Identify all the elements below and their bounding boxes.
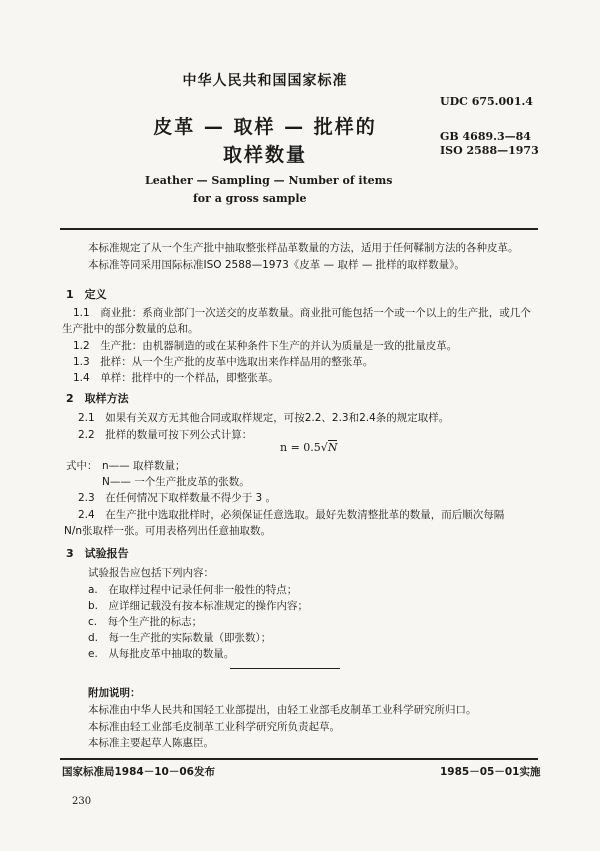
def-1-3-num: 1.3 <box>73 356 90 368</box>
section-3-heading: 3 试验报告 <box>66 547 129 560</box>
section-2-heading: 2 取样方法 <box>66 392 129 405</box>
def-1-2-text: 生产批：由机器制造的或在某种条件下生产的并认为质量是一致的批量皮革。 <box>100 340 458 352</box>
effective-date: 1985－05－01实施 <box>440 766 541 778</box>
report-item-d-letter: d. <box>88 632 99 644</box>
def-1-2 <box>73 338 457 354</box>
method-2-4 <box>78 507 504 523</box>
def-1-1-cont: 生产批中的部分数量的总和。 <box>62 323 199 335</box>
english-title-line-1: Leather — Sampling — Number of items <box>145 174 393 187</box>
title-line-1: 皮革 — 取样 — 批样的 <box>153 116 377 138</box>
header-divider <box>60 228 538 230</box>
notes-divider <box>230 668 340 669</box>
report-item-b-letter: b. <box>88 600 99 612</box>
def-1-1 <box>73 305 531 321</box>
def-1-4-num: 1.4 <box>73 372 90 384</box>
title-line-2: 取样数量 <box>222 144 307 166</box>
def-1-4-text: 单样：批样中的一个样品，即整张革。 <box>100 372 279 384</box>
def-1-3-text: 批样：从一个生产批的皮革中选取出来作样品用的整张革。 <box>100 356 374 368</box>
def-1-2-num: 1.2 <box>73 340 90 352</box>
where-label: 式中： <box>66 460 98 472</box>
notes-line-1: 本标准由中华人民共和国轻工业部提出，由轻工业部毛皮制革工业科学研究所归口。 <box>88 704 477 716</box>
method-2-2-text: 批样的数量可按下列公式计算： <box>105 429 253 441</box>
udc-code: UDC 675.001.4 <box>440 95 533 108</box>
report-item-b-text: 应详细记载没有按本标准规定的操作内容； <box>108 600 309 612</box>
where-n: n—— 取样数量； <box>102 460 186 472</box>
def-1-1-text: 商业批：系商业部门一次送交的皮革数量。商业批可能包括一个或一个以上的生产批，或几个 <box>100 307 531 319</box>
method-2-2-num: 2.2 <box>78 429 95 441</box>
def-1-4 <box>73 370 279 386</box>
report-item-e-letter: e. <box>88 648 98 660</box>
method-2-2 <box>78 427 252 443</box>
report-item-c-letter: c. <box>88 616 98 628</box>
report-item-c <box>88 614 202 630</box>
document-title <box>145 113 385 169</box>
issue-date: 国家标准局1984－10－06发布 <box>62 766 215 778</box>
method-2-3-num: 2.3 <box>78 492 95 504</box>
report-item-a-letter: a. <box>88 584 98 596</box>
english-title-line-2: for a gross sample <box>193 192 307 205</box>
sqrt-symbol-icon: √ <box>320 441 328 454</box>
report-item-d <box>88 630 271 646</box>
method-2-1 <box>78 410 449 426</box>
standard-title: 中华人民共和国国家标准 <box>182 73 348 89</box>
report-intro: 试验报告应包括下列内容： <box>88 567 214 579</box>
formula-left: n = 0.5 <box>280 441 321 454</box>
report-item-c-text: 每个生产批的标志； <box>107 616 203 628</box>
notes-line-2: 本标准由轻工业部毛皮制革工业科学研究所负责起草。 <box>88 721 340 733</box>
report-item-e <box>88 646 234 662</box>
method-2-1-text: 如果有关双方无其他合同或取样规定，可按2.2、2.3和2.4条的规定取样。 <box>105 412 450 424</box>
page-number: 230 <box>72 796 92 807</box>
notes-line-3: 本标准主要起草人陈惠臣。 <box>88 737 214 749</box>
sample-formula <box>280 441 337 454</box>
method-2-3-text: 在任何情况下取样数量不得少于 3 。 <box>105 492 277 504</box>
where-N: N—— 一个生产批皮革的张数。 <box>102 476 250 488</box>
gb-code: GB 4689.3—84 <box>440 130 531 143</box>
notes-heading: 附加说明： <box>88 687 141 699</box>
section-1-heading: 1 定义 <box>66 288 107 301</box>
method-2-4-cont: N/n张取样一张。可用表格列出任意抽取数。 <box>64 525 272 537</box>
footer-divider <box>60 758 538 760</box>
method-2-4-text: 在生产批中选取批样时，必须保证任意选取。最好先数清整批革的数量，而后顺次每隔 <box>105 509 505 521</box>
report-item-a-text: 在取样过程中记录任何非一般性的特点； <box>108 584 298 596</box>
method-2-4-num: 2.4 <box>78 509 95 521</box>
iso-code: ISO 2588—1973 <box>440 144 539 157</box>
report-item-a <box>88 582 297 598</box>
english-title <box>145 172 393 208</box>
report-item-d-text: 每一生产批的实际数量（即张数）； <box>108 632 272 644</box>
method-2-1-num: 2.1 <box>78 412 95 424</box>
formula-var: N <box>327 441 338 454</box>
method-2-3 <box>78 490 276 506</box>
report-item-b <box>88 598 308 614</box>
intro-line-2: 本标准等同采用国际标准ISO 2588—1973《皮革 — 取样 — 批样的取样数量》。 <box>88 259 465 271</box>
report-item-e-text: 从每批皮革中抽取的数量。 <box>108 648 235 660</box>
standard-codes <box>440 130 539 158</box>
def-1-1-num: 1.1 <box>73 307 90 319</box>
intro-line-1: 本标准规定了从一个生产批中抽取整张样品革数量的方法，适用于任何鞣制方法的各种皮革。 <box>88 242 519 254</box>
def-1-3 <box>73 354 373 370</box>
